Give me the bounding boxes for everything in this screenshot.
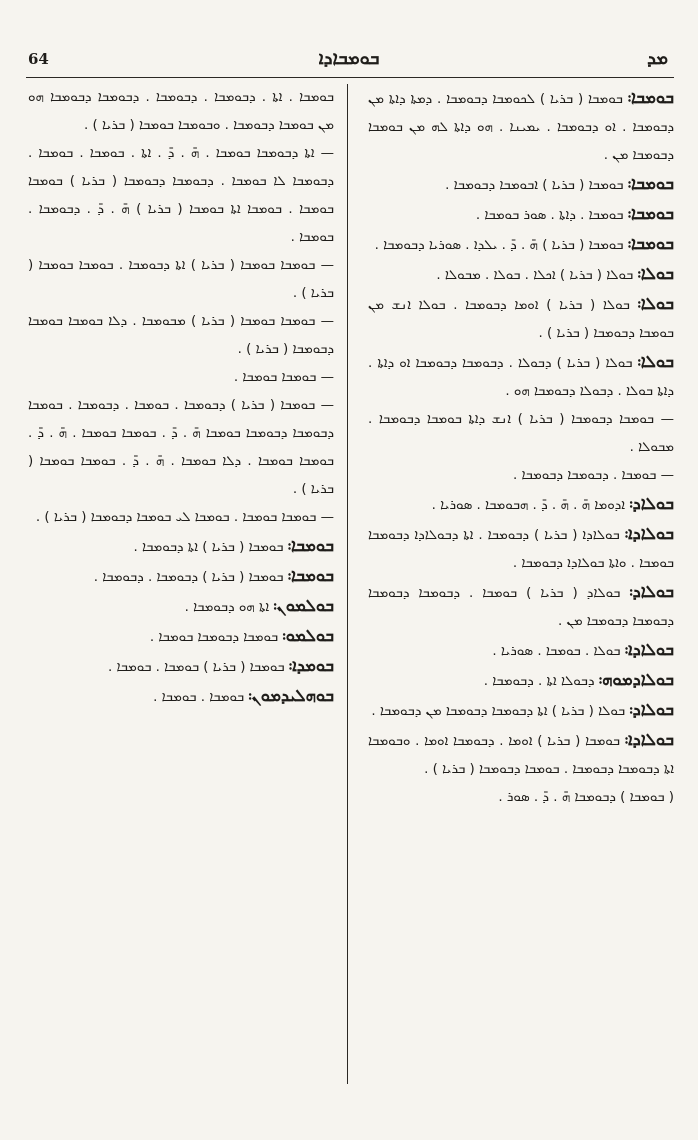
entry-headword: ܒܘܡܕܐ܃ xyxy=(288,656,334,675)
dictionary-entry xyxy=(368,348,674,406)
dictionary-entry xyxy=(28,252,334,308)
entry-definition: ܒܘܠܐ ( ܒܪܝܐ ) ܐܟܠܐ . ܒܘܠܐ . ܡܒܘܠܐ . xyxy=(436,268,638,283)
entry-definition: ܒܘܡܒܐ ( ܒܪܝܐ ) ܐܬܐ ܕܒܘܡܒܐ . xyxy=(133,540,288,555)
header-rule xyxy=(26,77,674,78)
entry-headword: ܒܘܠܐܕ܃ xyxy=(629,700,674,719)
dictionary-entry xyxy=(28,682,334,712)
entry-definition: ܐܬܐ ܗܘ ܕܒܘܡܒܐ . xyxy=(184,600,274,615)
entry-headword: ܒܘܡܒܐ܃ xyxy=(627,174,674,193)
entry-definition: — ܒܘܡܒܐ ܒܘܡܒܐ . ܒܘܡܒܐ ܠܝ ܒܘܡܒܐ ܕܒܘܡܒܐ ( ܒܪܝܐ ) . xyxy=(35,510,334,525)
entry-headword: ܒܘܡܒܐ܃ xyxy=(627,88,674,107)
entry-definition: — ܒܘܡܒܐ ܒܘܡܒܐ ( ܒܪܝܐ ) ܐܬܐ ܕܒܘܡܒܐ . ܒܘܡܒܐ ܒܘܡܒܐ ( ܒܪܝܐ ) . xyxy=(28,258,334,301)
entry-definition: ܒܘܡܒܐ ( ܒܪܝܐ ) ܒܘܡܒܐ . ܒܘܡܒܐ . xyxy=(108,660,289,675)
entry-headword: ܒܘܠܐܕܐ܃ xyxy=(624,730,674,749)
entry-definition: — ܒܘܡܒܐ ܕܒܘܡܒܐ ( ܒܪܝܐ ) ܐܢܫ ܕܐܬܐ ܒܘܡܒܐ ܕܒܘܡܒܐ . ܡܒܘܠܐ . xyxy=(368,412,674,455)
dictionary-entry xyxy=(368,170,674,200)
dictionary-entry xyxy=(28,652,334,682)
entry-headword: ܒܘܠܡܘ܃ xyxy=(282,626,334,645)
dictionary-entry xyxy=(28,364,334,392)
running-title: ܒܘܡܒܐܕܐ xyxy=(318,48,380,69)
dictionary-entry xyxy=(368,490,674,520)
dictionary-entry xyxy=(368,636,674,666)
dictionary-entry xyxy=(28,140,334,252)
entry-definition: ܒܘܡܒܐ ( ܒܪܝܐ ) ܗ̄ . ܕ̄ . ܝܠܕܐ . ܣܘܪܝܐ ܕܒܘܡܒܐ . xyxy=(374,238,628,253)
entry-definition: ܒܘܠܐܕ ( ܒܪܝܐ ) ܒܘܡܒܐ . ܕܒܘܡܒܐ ܕܒܘܡܒܐ ܕܒܘܡܒܐ ܕܒܘܡܒܐ ܡܢ . xyxy=(368,586,674,629)
dictionary-entry xyxy=(28,592,334,622)
entry-definition: — ܒܘܡܒܐ ܒܘܡܒܐ ( ܒܪܝܐ ) ܡܒܘܡܒܐ . ܕܠܐ ܒܘܡܒܐ ܒܘܡܒܐ ܕܒܘܡܒܐ ( ܒܪܝܐ ) . xyxy=(28,314,334,357)
entry-definition: ܒܘܡܒܐ . ܕܐܬܐ . ܣܘܪ ܒܘܡܒܐ . xyxy=(475,208,628,223)
entry-definition: ܒܘܡܒܐ . ܐܬܐ . ܕܒܘܡܒܐ . ܕܒܘܡܒܐ . ܕܒܘܡܒܐ ܕܒܘܡܒܐ ܗܘ ܡܢ ܒܘܡܒܐ ܕܒܘܡܒܐ . ܘܒܘܡܒܐ ܒܘܡܒܐ ( ܒܪܝܐ ) . xyxy=(28,90,334,133)
entry-headword: ܒܘܠܐܕ܃ xyxy=(629,582,674,601)
entry-definition: ܕܒܘܠܐ ܐܬܐ . ܕܒܘܡܒܐ . xyxy=(483,674,599,689)
entry-headword: ܒܘܗܠܝܕܡܘܢ܃ xyxy=(248,686,334,705)
dictionary-entry xyxy=(368,578,674,636)
dictionary-entry xyxy=(28,504,334,532)
entry-headword: ܒܘܠܐ܃ xyxy=(637,352,674,371)
entry-definition: ( ܒܘܡܒܐ ) ܕܒܘܡܒܐ ܗ̄ . ܕ̄ . ܣܘܪ . xyxy=(498,790,674,805)
entry-headword: ܒܘܠܐ܃ xyxy=(637,264,674,283)
entry-definition: — ܒܘܡܒܐ ( ܒܪܝܐ ) ܕܒܘܡܒܐ . ܒܘܡܒܐ . ܕܒܘܡܒܐ . ܒܘܡܒܐ ܕܒܘܡܒܐ ܕܒܘܡܒܐ ܒܘܡܒܐ ܗ̄ . ܕ̄ . ܒܘܡܒܐ ܒܘܡܒܐ . ܗ̄ . ܕ̄ . ܒܘܡܒܐ ܒܘܡܒܐ . ܕܠܐ ܒܘܡܒܐ . ܗ̄ . ܕ̄ . ܒܘܡܒܐ ܒܘܡܒܐ ( ܒܪܝܐ ) . xyxy=(28,398,334,497)
dictionary-entry xyxy=(28,622,334,652)
dictionary-entry xyxy=(368,726,674,784)
page-header xyxy=(0,0,698,78)
entry-headword: ܒܘܠܡܘܢ܃ xyxy=(273,596,334,615)
entry-definition: ܒܘܡܒܐ ( ܒܪܝܐ ) ܕܒܘܡܒܐ . ܕܒܘܡܒܐ . xyxy=(93,570,288,585)
dictionary-entry xyxy=(368,230,674,260)
entry-definition: ܒܘܠܐ ( ܒܪܝܐ ) ܐܘܡܐ ܕܒܘܡܒܐ . ܒܘܠܐ ܐܢܫ ܡܢ ܒܘܡܒܐ ܕܒܘܡܒܐ ( ܒܪܝܐ ) . xyxy=(368,298,674,341)
dictionary-entry xyxy=(368,520,674,578)
dictionary-entry xyxy=(28,532,334,562)
dictionary-entry xyxy=(368,666,674,696)
entry-definition: ܒܘܠܐ ( ܒܪܝܐ ) ܐܬܐ ܕܒܘܡܒܐ ܕܒܘܡܒܐ ܡܢ ܕܒܘܡܒܐ . xyxy=(371,704,630,719)
dictionary-entry xyxy=(368,784,674,812)
entry-headword: ܒܘܡܒܐ܃ xyxy=(287,566,334,585)
dictionary-entry xyxy=(368,406,674,462)
dictionary-entry xyxy=(368,290,674,348)
entry-definition: ܒܘܠܐ . ܒܘܡܒܐ . ܣܘܪܝܐ . xyxy=(492,644,625,659)
entry-definition: ܒܘܡܒܐ . ܒܘܡܒܐ . xyxy=(153,690,249,705)
dictionary-entry xyxy=(28,84,334,140)
entry-headword: ܒܘܠܐ܃ xyxy=(637,294,674,313)
right-column xyxy=(368,84,674,1104)
entry-headword: ܒܘܠܐܕܡܘܗ܃ xyxy=(598,670,674,689)
entry-definition: ܒܘܡܒܐ ܕܒܘܡܒܐ ܒܘܡܒܐ . xyxy=(149,630,283,645)
entry-headword: ܒܘܡܒܐ܃ xyxy=(627,204,674,223)
dictionary-entry xyxy=(368,200,674,230)
entry-definition: ܐܕܘܡܐ ܗ̄ . ܗ̄ . ܕ̄ . ܗܒܘܡܒܐ . ܣܘܪܝܐ . xyxy=(431,498,630,513)
dictionary-entry xyxy=(368,696,674,726)
dictionary-entry xyxy=(368,462,674,490)
column-divider xyxy=(347,84,348,1084)
entry-definition: ܒܘܡܒܐ ( ܒܪܝܐ ) ܐܘܡܐ . ܕܒܘܡܒܐ ܐܘܡܐ . ܘܒܘܡܒܐ ܐܬܐ ܕܒܘܡܒܐ ܕܒܘܡܒܐ . ܒܘܡܒܐ ܕܒܘܡܒܐ ( ܒܪܝܐ ) . xyxy=(368,734,674,777)
entry-headword: ܒܘܠܐܕ܃ xyxy=(629,494,674,513)
entry-definition: — ܐܬܐ ܕܒܘܡܒܐ ܒܘܡܒܐ . ܗ̄ . ܕ̄ . ܐܬܐ . ܒܘܡܒܐ . ܒܘܡܒܐ . ܕܒܘܡܒܐ ܠܐ ܒܘܡܒܐ . ܕܒܘܡܒܐ ܕܒܘܡܒܐ ( ܒܪܝܐ ) ܒܘܡܒܐ ܒܘܡܒܐ . ܒܘܡܒܐ ܐܬܐ ܒܘܡܒܐ ( ܒܪܝܐ ) ܗ̄ . ܕ̄ . ܕܒܘܡܒܐ . ܒܘܡܒܐ . xyxy=(28,146,334,245)
entry-definition: ܒܘܠܐܕܐ ( ܒܪܝܐ ) ܕܒܘܡܒܐ . ܐܬܐ ܕܒܘܠܐܕܐ ܕܒܘܡܒܐ ܒܘܡܒܐ . ܘܐܬܐ ܒܘܠܐܕܐ ܕܒܘܡܒܐ . xyxy=(368,528,674,571)
dictionary-entry xyxy=(28,308,334,364)
entry-headword: ܒܘܠܐܕܐ܃ xyxy=(624,524,674,543)
dictionary-entry xyxy=(368,260,674,290)
entry-definition: ܒܘܡܒܐ ( ܒܪܝܐ ) ܐܒܘܡܒܐ ܕܒܘܡܒܐ . xyxy=(445,178,628,193)
left-column xyxy=(28,84,334,1104)
entry-definition: ܒܘܠܐ ( ܒܪܝܐ ) ܕܒܘܠܐ . ܕܒܘܡܒܐ ܕܒܘܡܒܐ ܐܘ ܕܐܬܐ . ܕܐܬܐ ܒܘܠܐ . ܕܒܘܠܐ ܕܒܘܡܒܐ ܗܘ . xyxy=(368,356,674,399)
entry-definition: ܒܘܡܒܐ ( ܒܪܝܐ ) ܠܟܘܡܒܐ ܕܒܘܡܒܐ . ܕܡܬܐ ܕܐܬܐ ܡܢ ܕܒܘܡܒܐ . ܐܘ ܕܒܘܡܒܐ . ܝܡܝܢܐ . ܗܘ ܕܐܬܐ ܠܗ ܡܢ ܒܘܡܒܐ ܕܒܘܡܒܐ ܡܢ . xyxy=(368,92,674,163)
dictionary-entry xyxy=(28,392,334,504)
syriac-page-number: ܡܕ xyxy=(647,48,668,69)
entry-headword: ܒܘܠܐܕܐ܃ xyxy=(624,640,674,659)
dictionary-entry xyxy=(28,562,334,592)
entry-definition: — ܒܘܡܒܐ . ܕܒܘܡܒܐ ܕܒܘܡܒܐ . xyxy=(513,468,674,483)
entry-headword: ܒܘܡܒܐ܃ xyxy=(627,234,674,253)
entry-headword: ܒܘܡܒܐ܃ xyxy=(287,536,334,555)
dictionary-entry xyxy=(368,84,674,170)
entry-definition: — ܒܘܡܒܐ ܒܘܡܒܐ . xyxy=(233,370,334,385)
page-number: 64 xyxy=(28,50,49,68)
